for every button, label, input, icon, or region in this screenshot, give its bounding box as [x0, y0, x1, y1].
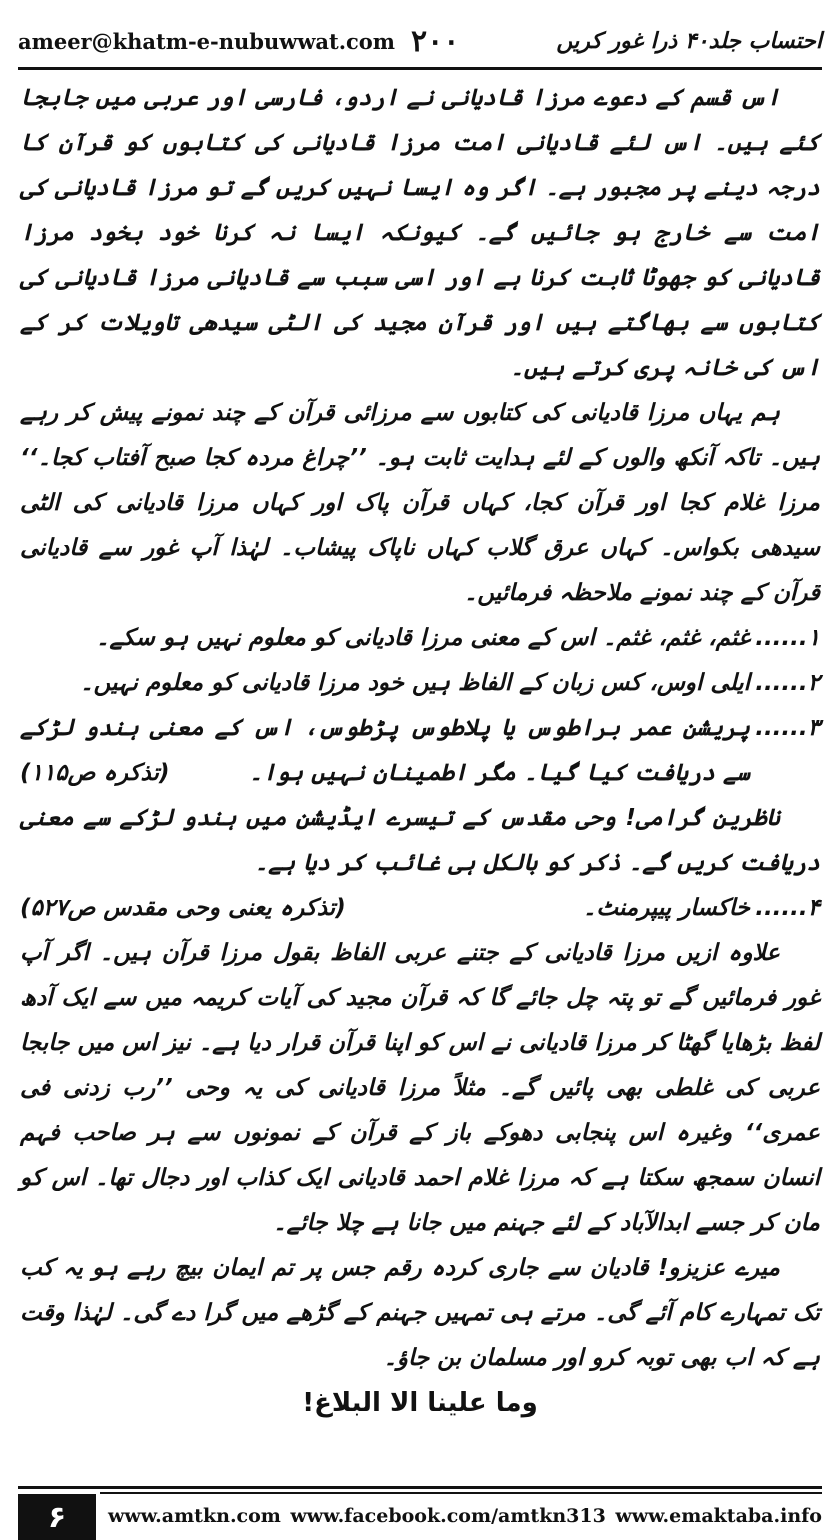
- list-item-4: [20, 886, 820, 931]
- footer-rule-thin: [100, 1492, 822, 1494]
- footer-link-emaktaba[interactable]: www.emaktaba.info: [615, 1505, 822, 1527]
- list-item-number: ۴......: [755, 895, 820, 921]
- list-item-4-body: خاکسار پیپرمنٹ۔: [582, 895, 750, 921]
- list-item-text: غثم، غثم، غثم۔ اس کے معنی مرزا قادیانی کو معلوم نہیں ہو سکے۔: [96, 625, 750, 651]
- footer-link-facebook[interactable]: www.facebook.com/amtkn313: [290, 1505, 606, 1527]
- header-left: [18, 24, 459, 59]
- footer-link-amtkn[interactable]: www.amtkn.com: [108, 1505, 281, 1527]
- page-header: [18, 18, 822, 64]
- list-item-number: ۲......: [755, 670, 820, 696]
- footer-links: [108, 1496, 822, 1536]
- paragraph-3: علاوہ ازیں مرزا قادیانی کے جتنے عربی الفاظ بقول مرزا قرآن ہیں۔ اگر آپ غور فرمائیں گے تو پتہ چل جائے گا کہ قرآن مجید کی آیات کریمہ میں سے ایک آدھ لفظ بڑھایا گھٹا کر مرزا قادیانی نے اس کو اپنا قرآن قرار دیا ہے۔ نیز اس میں جابجا عربی کی غلطی بھی پائیں گے۔ مثلاً مرزا قادیانی کی یہ وحی ’’رب زدنی فی عمری‘‘ وغیرہ اس پنجابی دھوکے باز کے قرآن کے نمونوں سے ہر صاحب فہم انسان سمجھ سکتا ہے کہ مرزا غلام احمد قادیانی ایک کذاب اور دجال تھا۔ اس کو مان کر جسے ابدالآباد کے لئے جہنم میں جانا ہے چلا جائے۔: [19, 940, 820, 1236]
- paragraph-1: اس قسم کے دعوے مرزا قادیانی نے اردو، فارسی اور عربی میں جابجا کئے ہیں۔ اس لئے قادیانی امت مرزا قادیانی کی کتابوں کو قرآن کا درجہ دینے پر مجبور ہے۔ اگر وہ ایسا نہیں کریں گے تو مرزا قادیانی کی امت سے خارج ہو جائیں گے۔ کیونکہ ایسا نہ کرنا خود بخود مرزا قادیانی کو جھوٹا ثابت کرنا ہے اور اسی سبب سے قادیانی مرزا قادیانی کی کتابوں سے بھاگتے ہیں اور قرآن مجید کی الٹی سیدھی تاویلات کر کے اس کی خانہ پری کرتے ہیں۔: [20, 85, 820, 381]
- footer-rule: [18, 1486, 822, 1489]
- citation: (تذکرہ ص۱۱۵): [20, 760, 170, 786]
- list-item-1: [20, 616, 820, 661]
- header-title: احتساب جلد۴۰ ذرا غور کریں: [556, 28, 822, 54]
- list-item-text: ایلی اوس، کس زبان کے الفاظ ہیں خود مرزا قادیانی کو معلوم نہیں۔: [80, 670, 750, 696]
- page-number: ۲۰۰: [411, 23, 460, 59]
- paragraph-2: ہم یہاں مرزا قادیانی کی کتابوں سے مرزائی قرآن کے چند نمونے پیش کر رہے ہیں۔ تاکہ آنکھ والوں کے لئے ہدایت ثابت ہو۔ ’’چراغ مردہ کجا صبح آفتاب کجا۔‘‘ مرزا غلام کجا اور قرآن کجا، کہاں قرآن پاک اور کہاں مرزا قادیانی کی الٹی سیدھی بکواس۔ کہاں عرق گلاب کہاں ناپاک پیشاب۔ لہٰذا آپ غور سے قادیانی قرآن کے چند نمونے ملاحظہ فرمائیں۔: [20, 400, 820, 606]
- list-item-2: [20, 661, 820, 706]
- list-item-3-body: پریشن عمر براطوس یا پلاطوس پڑطوس، اس کے معنی ہندو لڑکے سے دریافت کیا گیا۔ مگر اطمینان نہیں ہوا۔: [20, 715, 750, 786]
- paragraph-4: میرے عزیزو! قادیان سے جاری کردہ رقم جس پر تم ایمان بیچ رہے ہو یہ کب تک تمہارے کام آئے گی۔ مرتے ہی تمہیں جہنم کے گڑھے میں گرا دے گی۔ لہٰذا وقت ہے کہ اب بھی توبہ کرو اور مسلمان بن جاؤ۔: [20, 1255, 820, 1371]
- header-rule: [18, 67, 822, 70]
- list-item-number: ۱......: [755, 625, 820, 651]
- footer-page-box: ۶: [18, 1494, 96, 1540]
- note-paragraph: ناظرین گرامی! وحی مقدس کے تیسرے ایڈیشن میں ہندو لڑکے سے معنی دریافت کریں گے۔ ذکر کو بالکل ہی غائب کر دیا ہے۔: [20, 805, 820, 876]
- page-body: [20, 76, 820, 1446]
- list-item-3: [20, 706, 820, 796]
- header-email[interactable]: ameer@khatm-e-nubuwwat.com: [18, 28, 396, 54]
- list-item-number: ۳......: [755, 715, 820, 741]
- citation: (تذکرہ یعنی وحی مقدس ص۵۲۷): [20, 895, 346, 921]
- list-item-text: [20, 886, 750, 931]
- closing-line: وما علینا الا البلاغ!: [302, 1388, 538, 1418]
- list-item-text: [20, 706, 750, 796]
